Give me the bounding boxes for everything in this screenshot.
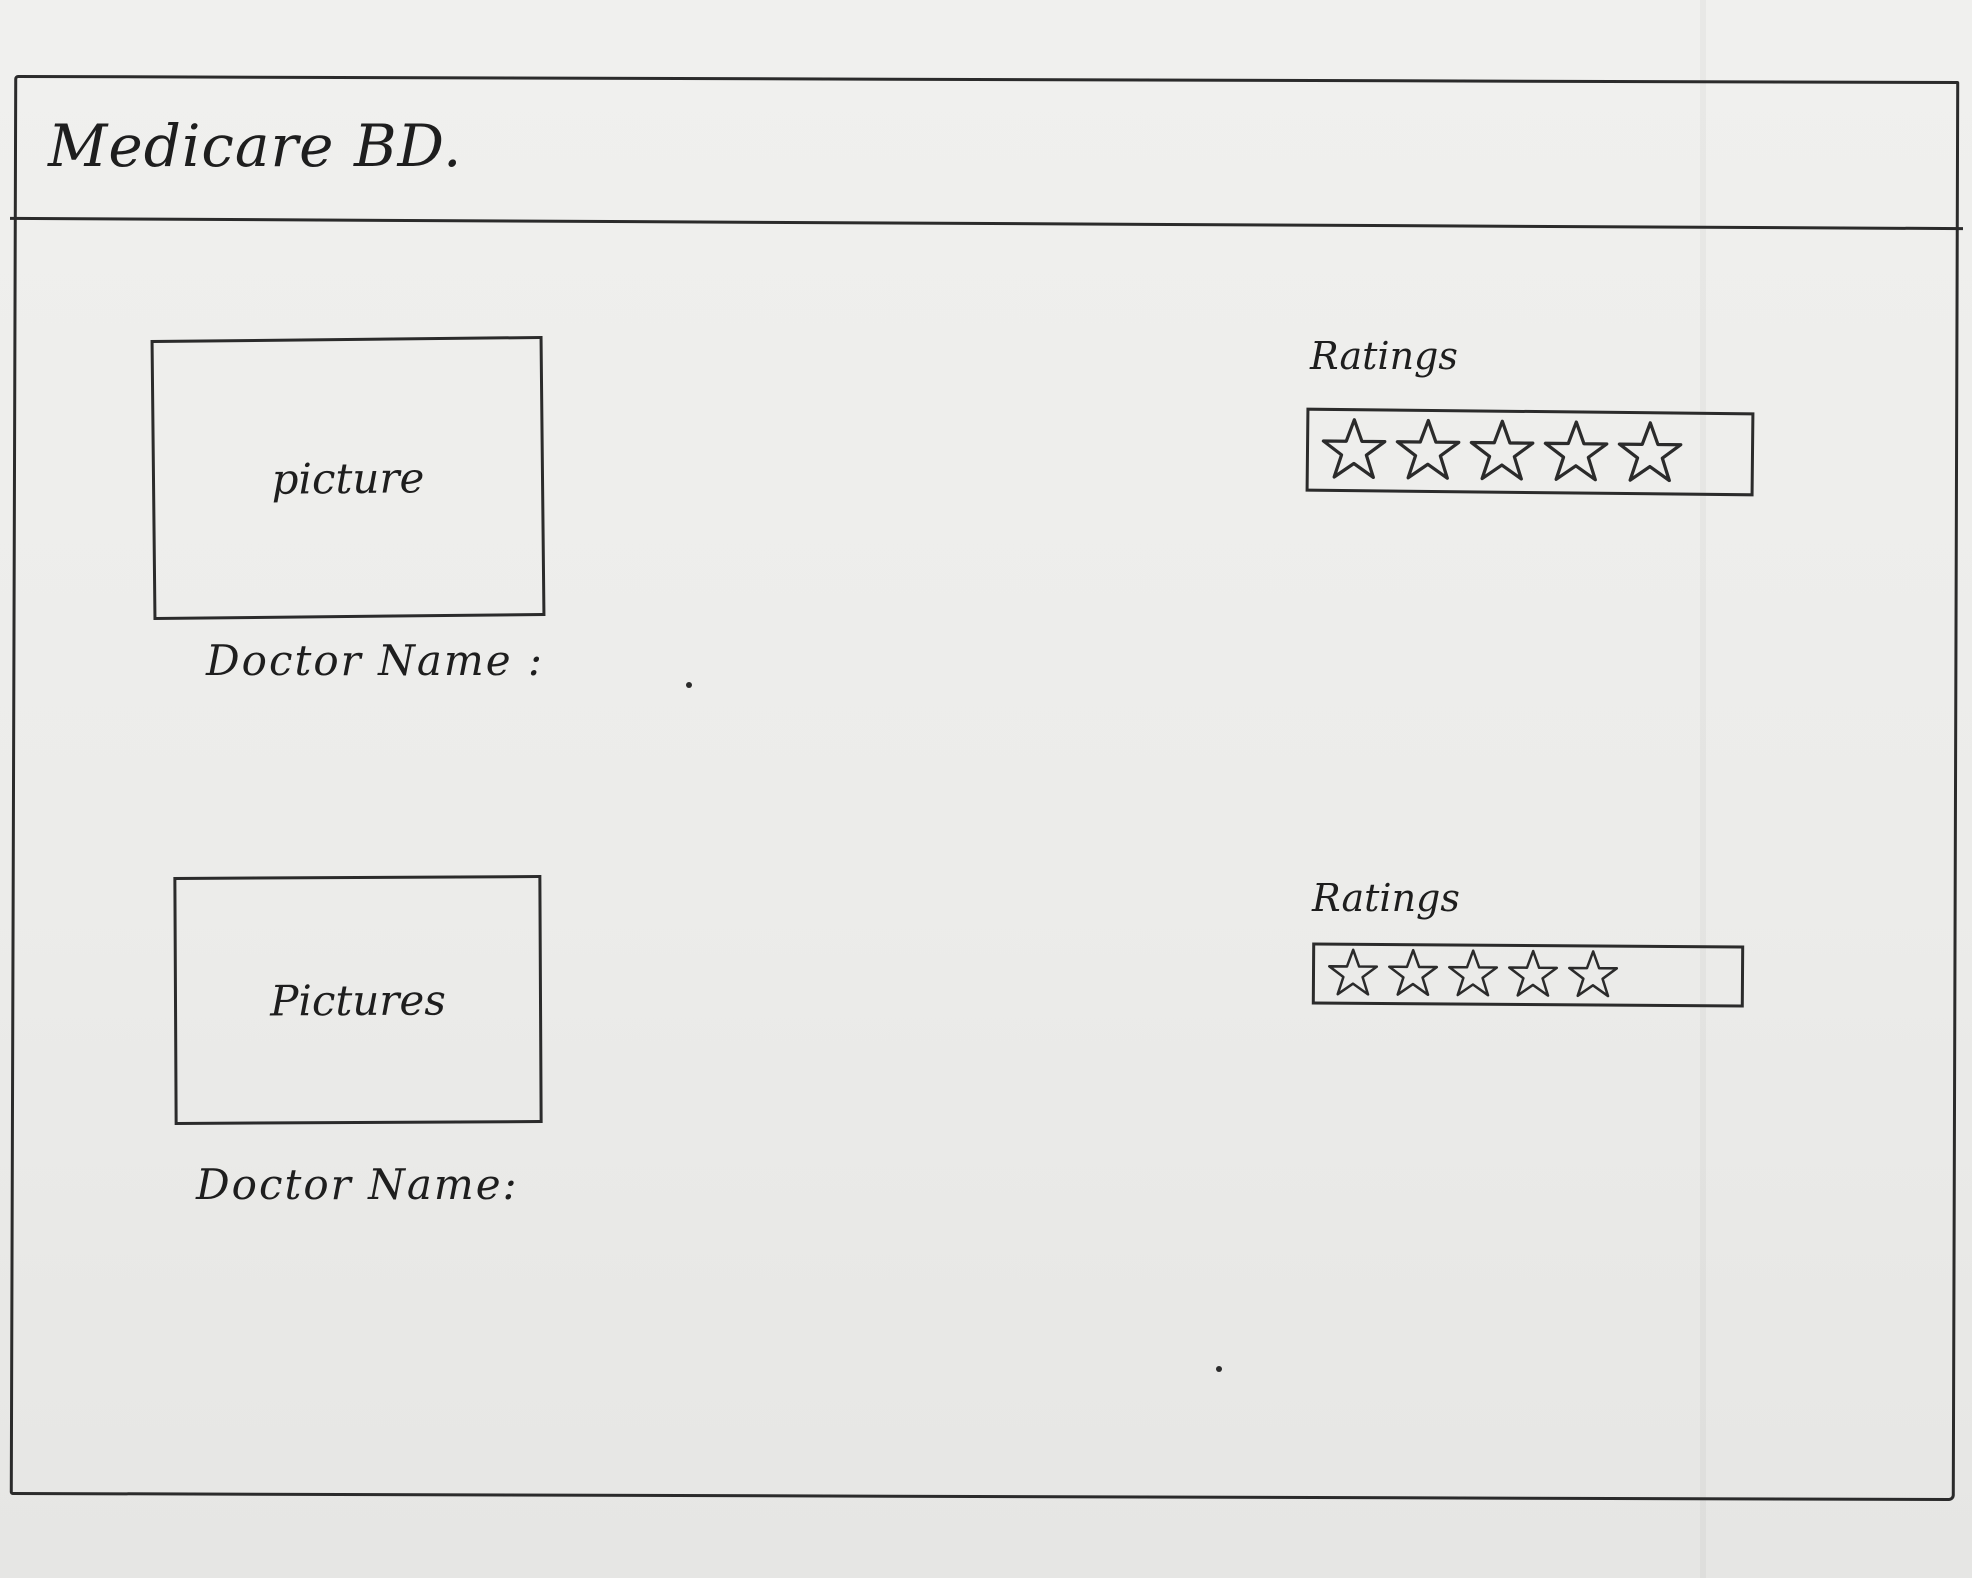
star-outline-icon[interactable] <box>1543 419 1610 486</box>
doctor-picture[interactable] <box>151 336 546 620</box>
star-outline-icon[interactable] <box>1469 418 1536 485</box>
ratings-label: Ratings <box>1312 876 1460 920</box>
star-outline-icon[interactable] <box>1507 949 1559 1001</box>
rating-widget[interactable] <box>1312 942 1744 1007</box>
pen-mark <box>686 682 692 688</box>
picture-placeholder-label: picture <box>271 452 425 504</box>
ratings-label: Ratings <box>1310 334 1458 378</box>
star-outline-icon[interactable] <box>1567 949 1619 1001</box>
star-outline-icon[interactable] <box>1395 418 1462 485</box>
rating-widget[interactable] <box>1306 408 1755 497</box>
star-outline-icon[interactable] <box>1387 948 1439 1000</box>
star-outline-icon[interactable] <box>1617 420 1684 487</box>
star-outline-icon[interactable] <box>1321 417 1388 484</box>
pen-mark <box>1216 1366 1222 1372</box>
app-window-frame <box>10 75 1959 1501</box>
doctor-name-label: Doctor Name: <box>196 1160 519 1209</box>
doctor-picture[interactable] <box>173 875 542 1125</box>
app-title: Medicare BD. <box>48 112 463 180</box>
picture-placeholder-label: Pictures <box>270 975 446 1025</box>
doctor-name-label: Doctor Name : <box>206 636 545 685</box>
star-outline-icon[interactable] <box>1447 948 1499 1000</box>
star-outline-icon[interactable] <box>1327 948 1379 1000</box>
